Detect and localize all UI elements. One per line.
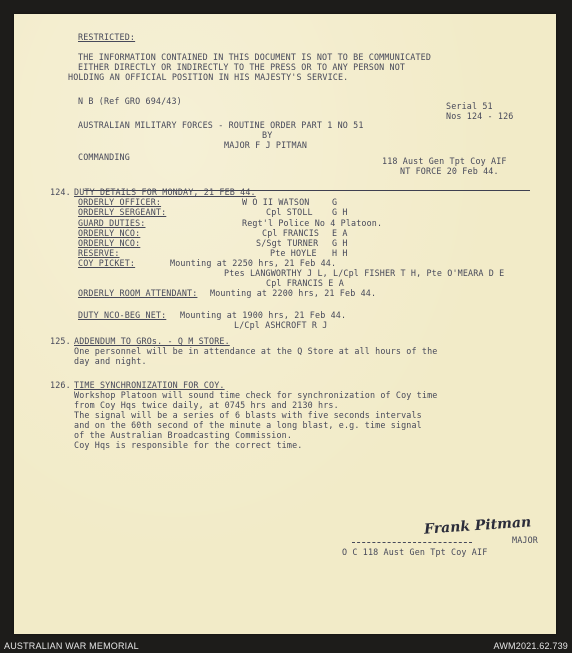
duty-label: ORDERLY SERGEANT: <box>78 207 167 217</box>
duty-suffix: H H <box>332 248 348 258</box>
signature-block: O C 118 Aust Gen Tpt Coy AIF <box>342 547 488 557</box>
item-number: 124. <box>50 187 71 197</box>
order-title: AUSTRALIAN MILITARY FORCES - ROUTINE ORDER PART 1 NO 51 <box>78 120 364 130</box>
body-line: Workshop Platoon will sound time check for synchronization of Coy time <box>74 390 438 400</box>
unit-name: 118 Aust Gen Tpt Coy AIF <box>382 156 507 166</box>
duty-suffix: E A <box>332 228 348 238</box>
duty-value: S/Sgt TURNER <box>256 238 319 248</box>
item-heading: TIME SYNCHRONIZATION FOR COY. <box>74 380 225 390</box>
signature-rank: MAJOR <box>512 535 538 545</box>
body-line: and on the 60th second of the minute a long blast, e.g. time signal <box>74 420 422 430</box>
item-heading: ADDENDUM TO GROs. - Q M STORE. <box>74 336 230 346</box>
commanding-label: COMMANDING <box>78 152 130 162</box>
officer-name: MAJOR F J PITMAN <box>224 140 308 150</box>
body-line: Coy Hqs is responsible for the correct time. <box>74 440 303 450</box>
place-date: NT FORCE 20 Feb 44. <box>400 166 499 176</box>
picket-cpl: Cpl FRANCIS E A <box>266 278 344 288</box>
duty-value: W O II WATSON <box>242 197 310 207</box>
notice-line: EITHER DIRECTLY OR INDIRECTLY TO THE PRESS OR TO ANY PERSON NOT <box>78 62 406 72</box>
duty-suffix: G H <box>332 207 348 217</box>
notice-line: THE INFORMATION CONTAINED IN THIS DOCUMENT IS NOT TO BE COMMUNICATED <box>78 52 432 62</box>
duty-value: Cpl STOLL <box>266 207 313 217</box>
ora-label: ORDERLY ROOM ATTENDANT: <box>78 288 198 298</box>
item-number: 126. <box>50 380 71 390</box>
item-number: 125. <box>50 336 71 346</box>
duty-nco-value: Mounting at 1900 hrs, 21 Feb 44. <box>180 310 347 320</box>
notice-line: HOLDING AN OFFICIAL POSITION IN HIS MAJESTY'S SERVICE. <box>68 72 349 82</box>
body-line: The signal will be a series of 6 blasts with five seconds intervals <box>74 410 422 420</box>
handwritten-signature: Frank Pitman <box>423 514 532 538</box>
order-numbers: Nos 124 - 126 <box>446 111 514 121</box>
document-page <box>14 14 556 634</box>
body-line: day and night. <box>74 356 147 366</box>
body-line: of the Australian Broadcasting Commission. <box>74 430 293 440</box>
item-heading: DUTY DETAILS FOR MONDAY, 21 FEB 44. <box>74 187 256 197</box>
reference: N B (Ref GRO 694/43) <box>78 96 182 106</box>
duty-label: ORDERLY NCO: <box>78 238 141 248</box>
body-line: from Coy Hqs twice daily, at 0745 hrs and 2130 hrs. <box>74 400 339 410</box>
serial-number: Serial 51 <box>446 101 493 111</box>
duty-nco-name: L/Cpl ASHCROFT R J <box>234 320 328 330</box>
picket-value: Mounting at 2250 hrs, 21 Feb 44. <box>170 258 337 268</box>
duty-suffix: G H <box>332 238 348 248</box>
duty-label: ORDERLY NCO: <box>78 228 141 238</box>
by-label: BY <box>262 130 273 140</box>
duty-value: Cpl FRANCIS <box>262 228 320 238</box>
duty-label: ORDERLY OFFICER: <box>78 197 162 207</box>
picket-ptes: Ptes LANGWORTHY J L, L/Cpl FISHER T H, Pte O'MEARA D E <box>224 268 505 278</box>
duty-value: Pte HOYLE <box>270 248 317 258</box>
picket-label: COY PICKET: <box>78 258 136 268</box>
ora-value: Mounting at 2200 hrs, 21 Feb 44. <box>210 288 377 298</box>
footer-credit: AUSTRALIAN WAR MEMORIAL <box>4 641 139 651</box>
signature-line <box>352 542 472 543</box>
restricted-label: RESTRICTED: <box>78 32 136 42</box>
duty-label: GUARD DUTIES: <box>78 218 146 228</box>
body-line: One personnel will be in attendance at the Q Store at all hours of the <box>74 346 438 356</box>
duty-label: RESERVE: <box>78 248 120 258</box>
duty-suffix: G <box>332 197 338 207</box>
duty-value: Regt'l Police No 4 Platoon. <box>242 218 383 228</box>
footer-id: AWM2021.62.739 <box>493 641 568 651</box>
duty-nco-label: DUTY NCO-BEG NET: <box>78 310 167 320</box>
